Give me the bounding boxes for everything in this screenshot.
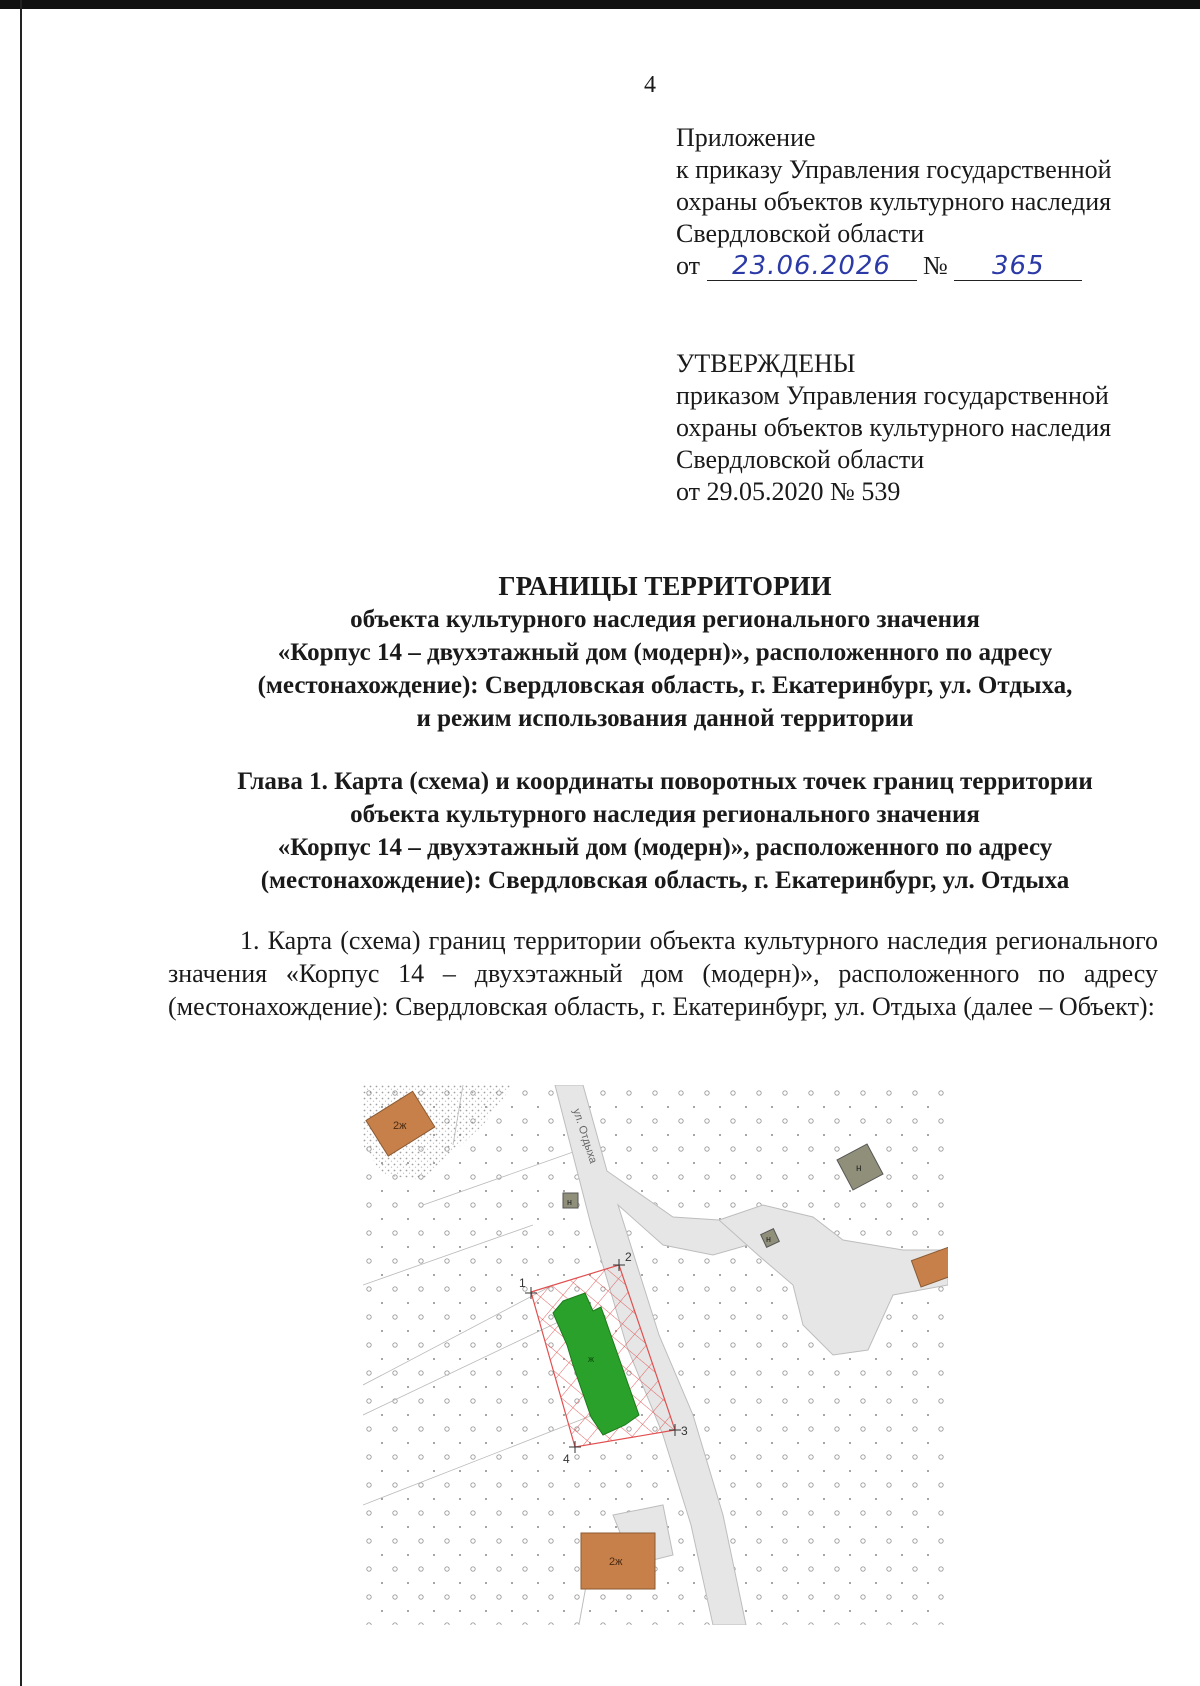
title-heading: ГРАНИЦЫ ТЕРРИТОРИИ xyxy=(498,571,832,601)
building-label: н xyxy=(766,1234,771,1244)
chapter-line: (местонахождение): Свердловская область, г. Екатеринбург, ул. Отдыха xyxy=(260,867,1070,894)
appendix-date-line xyxy=(676,250,1112,282)
approved-line: Свердловской области xyxy=(676,445,925,474)
turning-point-label: 3 xyxy=(681,1424,688,1438)
map-street-label: ул. Отдыха xyxy=(570,1107,600,1165)
approved-line: приказом Управления государственной xyxy=(676,381,1109,410)
scan-top-border xyxy=(0,0,1200,9)
chapter-heading xyxy=(150,765,1180,897)
building-label: 2ж xyxy=(609,1556,623,1568)
appendix-line: охраны объектов культурного наследия xyxy=(676,187,1112,216)
appendix-line: Свердловской области xyxy=(676,219,925,248)
chapter-line: «Корпус 14 – двухэтажный дом (модерн)», расположенного по адресу xyxy=(277,834,1053,861)
scan-left-border xyxy=(20,0,22,1686)
number-sign: № xyxy=(923,251,948,280)
handwritten-date: 23.06.2026 xyxy=(732,251,891,281)
title-line: (местонахождение): Свердловская область, г. Екатеринбург, ул. Отдыха, xyxy=(257,672,1073,699)
building-label: н xyxy=(856,1163,862,1174)
handwritten-number: 365 xyxy=(992,251,1045,281)
turning-point-label: 1 xyxy=(519,1276,526,1290)
approved-line: УТВЕРЖДЕНЫ xyxy=(676,349,856,378)
building-label: ж xyxy=(588,1354,595,1364)
document-title xyxy=(150,570,1180,735)
title-line: «Корпус 14 – двухэтажный дом (модерн)», расположенного по адресу xyxy=(277,639,1053,666)
chapter-line: объекта культурного наследия регионального значения xyxy=(350,801,980,828)
building-label: н xyxy=(567,1197,572,1207)
date-field xyxy=(707,250,917,281)
appendix-line: к приказу Управления государственной xyxy=(676,155,1112,184)
chapter-line: Глава 1. Карта (схема) и координаты поворотных точек границ территории xyxy=(237,768,1093,795)
appendix-block xyxy=(676,122,1112,282)
title-line: объекта культурного наследия регионального значения xyxy=(350,606,980,633)
building-label: 2ж xyxy=(393,1120,407,1132)
turning-point-label: 2 xyxy=(625,1250,632,1264)
body-paragraph: 1. Карта (схема) границ территории объекта культурного наследия регионального значения «Корпус 14 – двухэтажный дом (модерн)», расположенного по адресу (местонахождение): Свердловская область, г. Екатеринбург, ул. Отдыха (далее – Объект): xyxy=(168,926,1158,1021)
territory-map xyxy=(363,1085,948,1625)
title-line: и режим использования данной территории xyxy=(416,705,914,732)
approved-line: от 29.05.2020 № 539 xyxy=(676,477,901,506)
date-prefix: от xyxy=(676,251,701,280)
approved-line: охраны объектов культурного наследия xyxy=(676,413,1112,442)
appendix-line: Приложение xyxy=(676,123,816,152)
turning-point-label: 4 xyxy=(563,1452,570,1466)
approved-block xyxy=(676,348,1111,508)
number-field xyxy=(954,250,1082,281)
page-number: 4 xyxy=(644,72,656,98)
